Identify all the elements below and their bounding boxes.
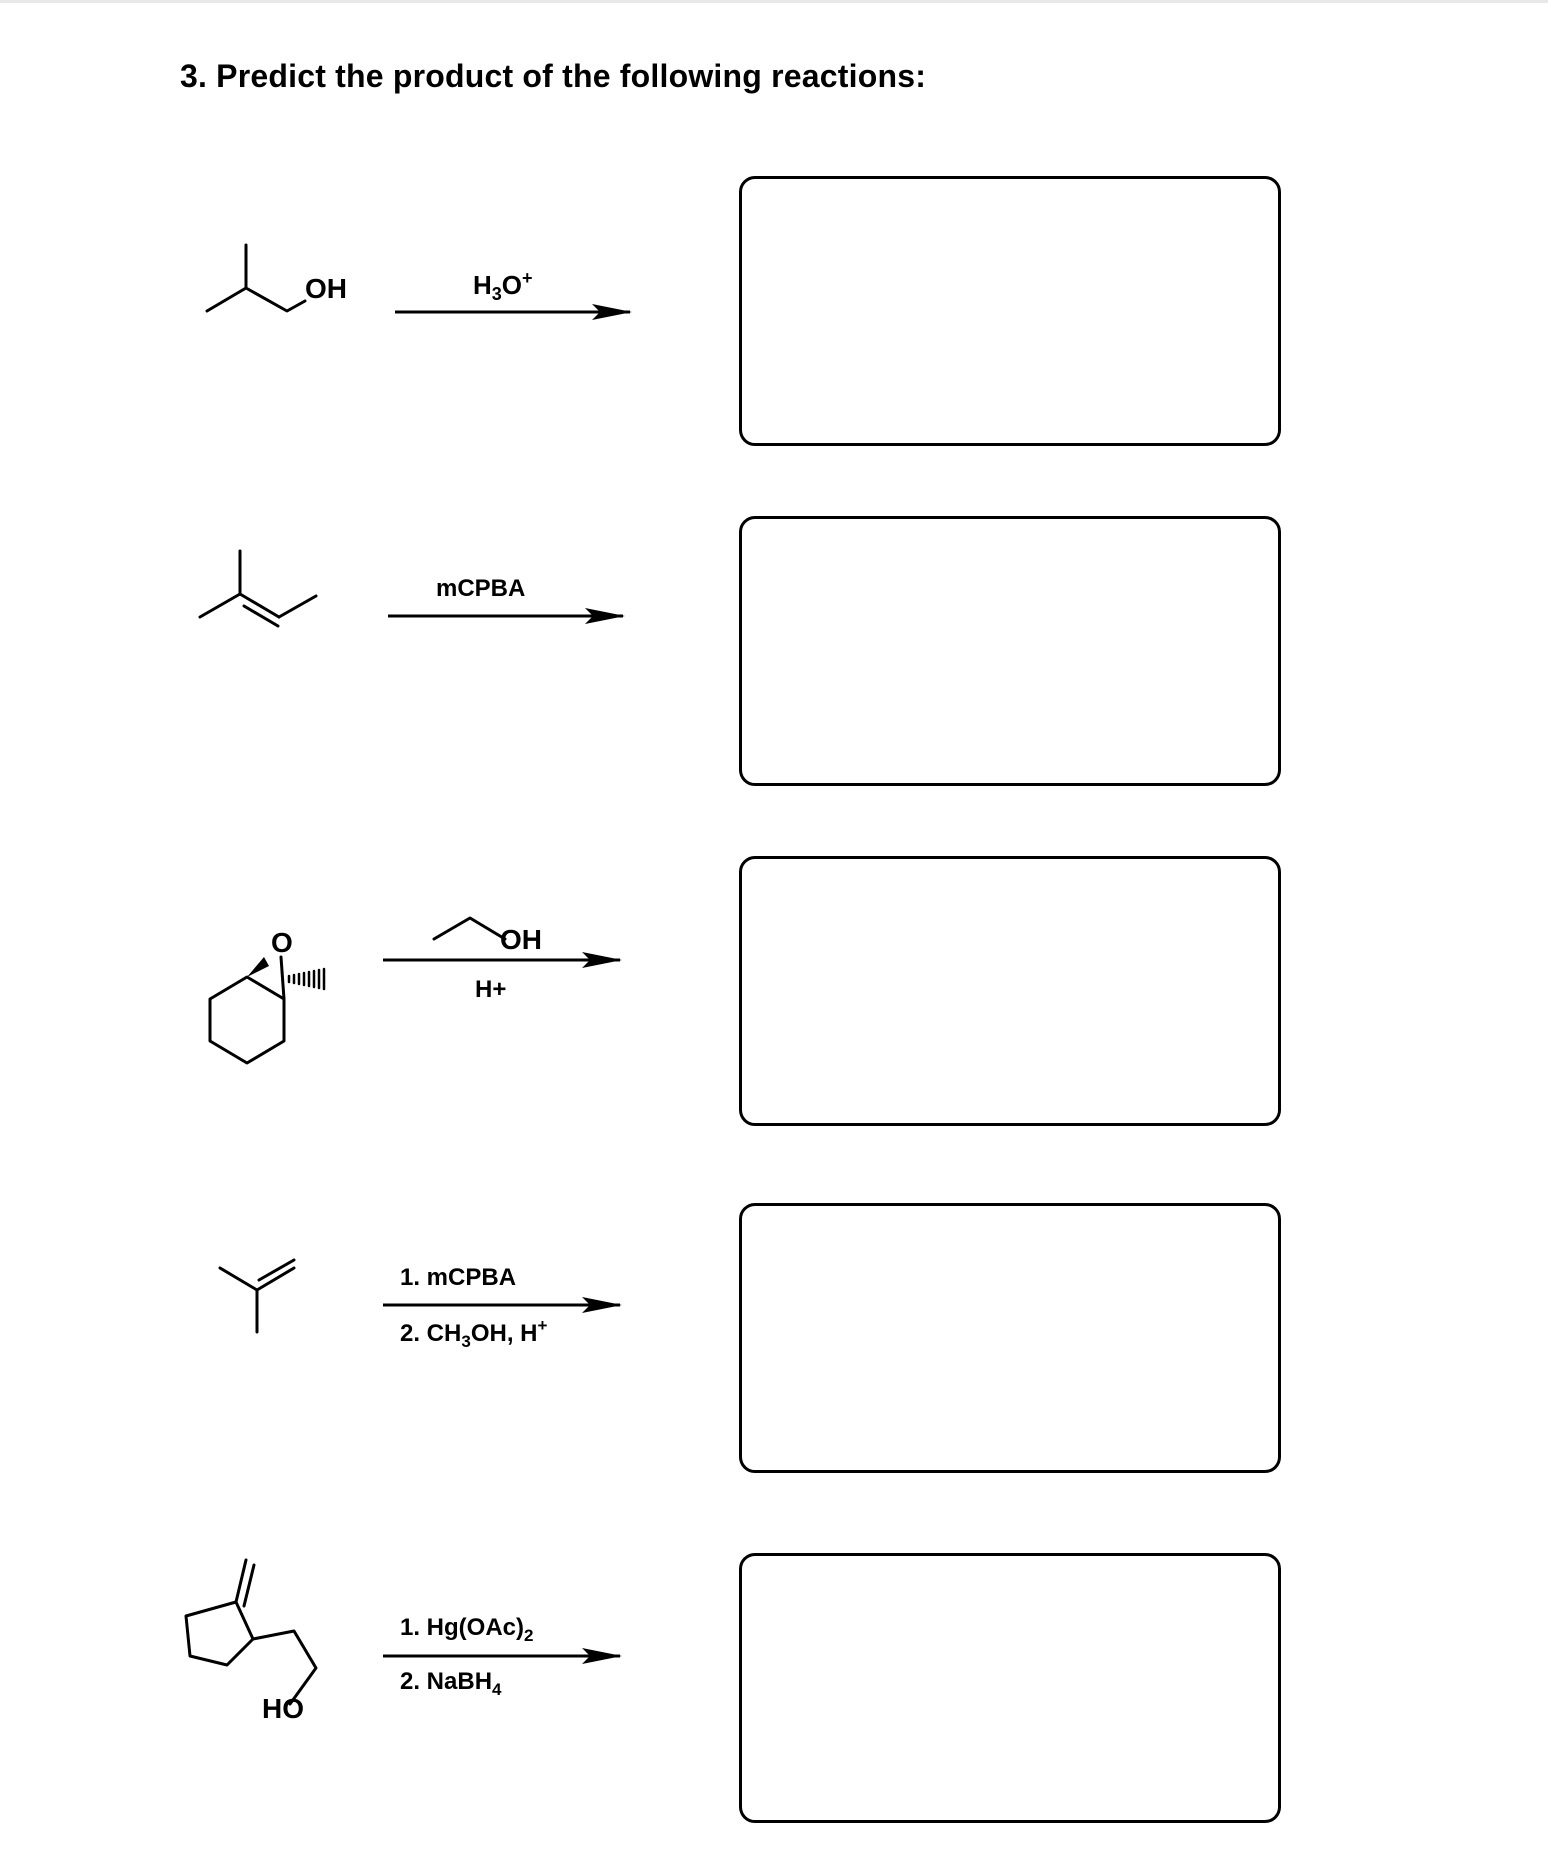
substrate-5-methylenecyclopentane-alcohol: [186, 1560, 316, 1704]
reaction-3: [210, 918, 620, 1063]
reagent-5-line-1: 1. $Hg(OAc)_2$: [400, 1614, 534, 1645]
epoxide-hash-bond: [289, 969, 324, 989]
epoxide-oxygen-label: O: [271, 927, 293, 958]
answer-box-2[interactable]: [739, 516, 1281, 786]
reaction-2: [200, 551, 623, 626]
epoxide-wedge-bond: [247, 957, 269, 977]
substrate-5-ho-label: HO: [262, 1693, 304, 1724]
question-title: 3. Predict the product of the following reactions:: [180, 58, 927, 94]
answer-box-1[interactable]: [739, 176, 1281, 446]
reagent-4-line-2: 2. $CH_3OH$, H+: [400, 1316, 548, 1351]
answer-box-5[interactable]: [739, 1553, 1281, 1823]
reagent-2-line-1: mCPBA: [436, 575, 526, 602]
reaction-5: [186, 1560, 620, 1724]
answer-box-4[interactable]: [739, 1203, 1281, 1473]
answer-box-3[interactable]: [739, 856, 1281, 1126]
reagent-3-oh-label: OH: [500, 924, 542, 955]
reagent-3-ethanol: [434, 918, 505, 939]
substrate-1-isobutanol: [207, 245, 305, 311]
substrate-1-oh-label: OH: [305, 273, 347, 304]
reagent-5-line-2: 2. NaBH$_4$: [400, 1668, 502, 1699]
reagent-1-line-1: $H_3O^+$: [473, 268, 533, 304]
substrate-4-tetramethylethylene: [220, 1260, 294, 1332]
reaction-4: [220, 1260, 620, 1351]
substrate-3-epoxide: [210, 957, 284, 1063]
substrate-2-methylbutene: [200, 551, 316, 626]
reagent-4-line-1: 1. mCPBA: [400, 1264, 517, 1291]
reagent-3-line-1: H+: [475, 976, 507, 1003]
reaction-1: [207, 245, 630, 312]
